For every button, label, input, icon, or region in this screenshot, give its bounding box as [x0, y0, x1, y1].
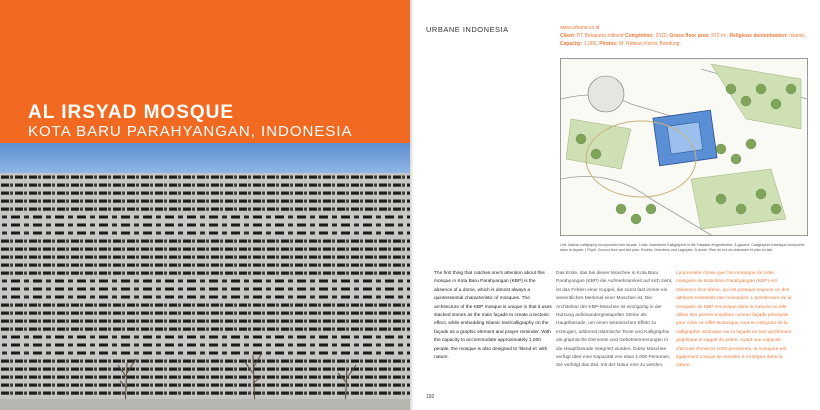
- religious-value: Islamic,: [789, 33, 807, 39]
- gross-floor-label: Gross floor area:: [669, 33, 710, 39]
- page-title: AL IRSYAD MOSQUE: [28, 102, 235, 123]
- capacity-value: 1,000,: [583, 41, 598, 47]
- photos-value: M. Ridwan Kamil, Bandung.: [619, 41, 681, 47]
- gross-floor-value: 970 m²,: [711, 33, 729, 39]
- round-building: [588, 76, 624, 112]
- photos-label: Photos:: [599, 41, 618, 47]
- body-text-french: La première chose que l'on remarque de cette mosquée de Kota Baru Parahyangan (KBP) est l'absence d'un dôme, qui est presque toujours un des attributs essentiels des mosquées. L'architecture de la mosquée de KBP est unique dans la mesure où elle utilise des pierres empilées comme façade principale pour créer un effet tectonique, tout en intégrant de la calligraphie islamique sur la façade en tant qu'élément graphique et rappel de prière. Ayant une capacité d'accueil d'environ 1000 personnes, la mosquée est également conçue de manière à s'intégrer dans la nature.: [676, 271, 792, 369]
- capacity-label: Capacity:: [560, 41, 583, 47]
- credit-line: [560, 32, 808, 48]
- body-text-english: The first thing that catches one's attention about this mosque in Kota Baru Parahyangan (KBP) is the absence of a dome, which is almost always a quintessential characteristic of mosques. The architecture of the KBP mosque is unique in that it uses stacked stones as the main façade to create a tectonic effect, while embedding Islamic text/calligraphy on the façade as a graphic element and prayer reminder. With the capacity to accommodate approximately 1,000 people, the mosque is also designed to 'blend-in' with nature.: [434, 271, 552, 361]
- completion-label: Completion:: [624, 33, 655, 39]
- page-number: 192: [426, 394, 435, 400]
- page-subtitle: KOTA BARU PARAHYANGAN, INDONESIA: [28, 123, 353, 140]
- site-plan-drawing: [560, 58, 808, 236]
- client-value: PT Belaputra Intiland: [576, 33, 624, 39]
- section-label: URBANE INDONESIA: [426, 25, 509, 34]
- mosque-facade-photo: [0, 173, 410, 410]
- sky-background: [0, 143, 410, 173]
- completion-value: 2010,: [655, 33, 669, 39]
- mosque-footprint: [653, 110, 717, 166]
- body-text-german: Das Erste, das bei dieser Moschee in Kota Baru Parahyangan (KBP) die Aufmerksamkeit auf sich zieht, ist das Fehlen einer Kuppel, die sonst fast immer ein wesentliches Merkmal einer Moschee ist. Die Architektur der KBP-Moschee ist einzigartig in der Nutzung aufeinandergestapelter Steine als Hauptfassade, um einen tektonischen Effekt zu erzeugen, während islamische Texte und Kalligraphie als graphische Elemente und Gebetserinnerungen in die Hauptfassade integriert wurden. Diese Moschee verfügt über eine Kapazität von etwa 1.000 Personen. Sie verfolgt das Ziel, mit der Natur eins zu werden.: [556, 271, 673, 369]
- project-credits: [560, 24, 808, 48]
- project-url: www.urbane.co.id: [560, 25, 600, 31]
- client-label: Client:: [560, 33, 576, 39]
- right-page: [414, 0, 820, 410]
- religious-label: Religious denomination:: [729, 33, 788, 39]
- figure-caption: Left: Islamic calligraphy incorporated into façade. Links: Islamische Kalligraphie in die Fassade eingearbeitet. À gauche: Calligraphie islamique incorporée dans la façade. | Right: Ground floor and site plan. Rechts: Grundriss und Lageplan. À droite: Plan du rez-de-chaussée et plan du site.: [560, 243, 805, 252]
